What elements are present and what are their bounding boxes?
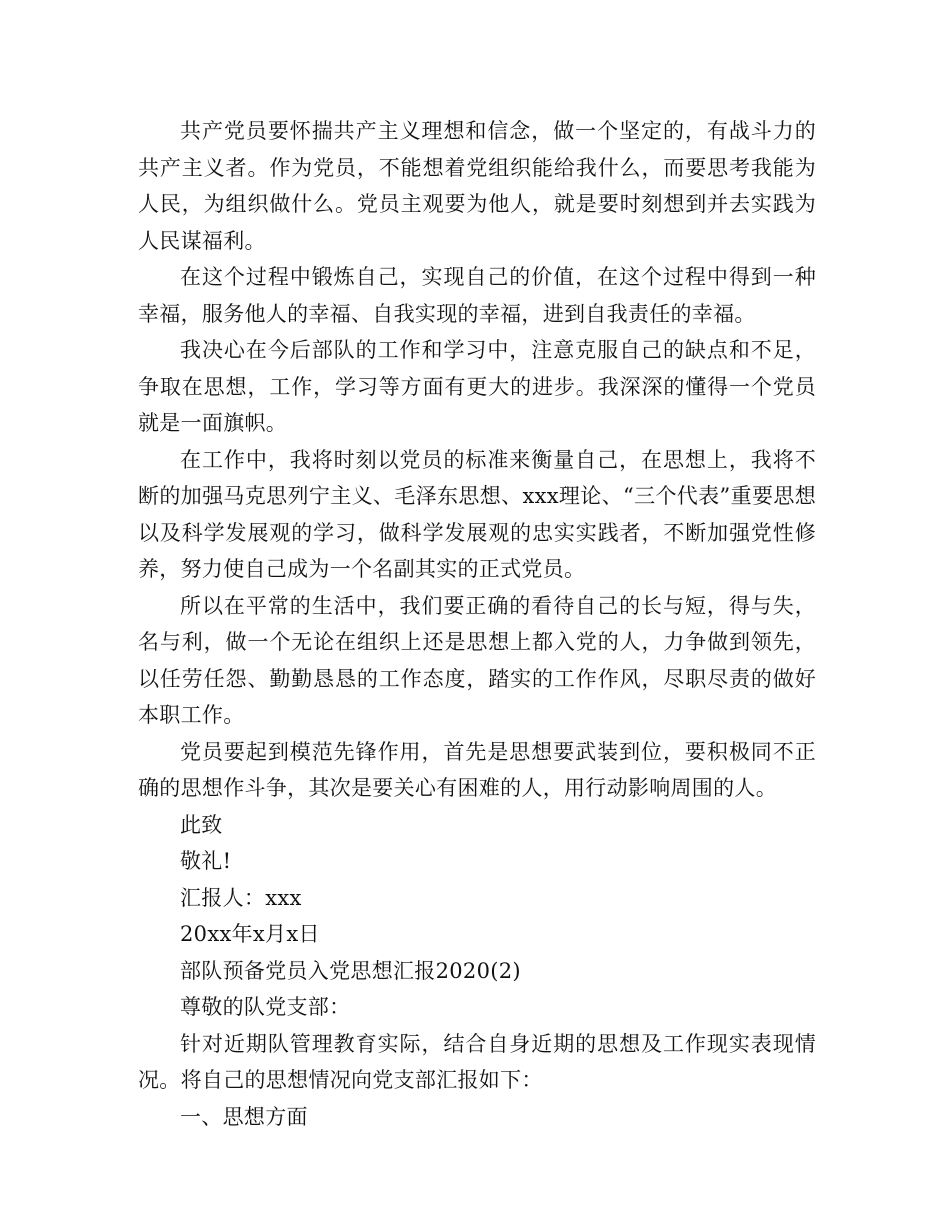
paragraph-ideals: 共产党员要怀揣共产主义理想和信念，做一个坚定的，有战斗力的共产主义者。作为党员，不能想着党组织能给我什么，而要思考我能为人民，为组织做什么。党员主观要为他人，就是要时刻想到并去实践为人民谋福利。	[138, 119, 816, 253]
salutation: 敬礼!	[180, 849, 232, 873]
paragraph-work-standards: 在工作中，我将时刻以党员的标准来衡量自己，在思想上，我将不断的加强马克思列宁主义、毛泽东思想、xxx理论、“三个代表”重要思想以及科学发展观的学习，做科学发展观的忠实实践者，不断加强党性修养，努力使自己成为一个名副其实的正式党员。	[138, 447, 816, 581]
paragraph-intro: 针对近期队管理教育实际，结合自身近期的思想及工作现实表现情况。将自己的思想情况向党支部汇报如下：	[138, 1031, 816, 1092]
section-heading: 一、思想方面	[180, 1104, 308, 1129]
reporter-name: 汇报人：xxx	[180, 885, 302, 910]
paragraph-model-role: 党员要起到模范先锋作用，首先是思想要武装到位，要积极同不正确的思想作斗争，其次是要关心有困难的人，用行动影响周围的人。	[138, 739, 816, 800]
paragraph-self-improvement: 在这个过程中锻炼自己，实现自己的价值，在这个过程中得到一种幸福，服务他人的幸福、自我实现的幸福，进到自我责任的幸福。	[138, 265, 816, 326]
paragraph-determination: 我决心在今后部队的工作和学习中，注意克服自己的缺点和不足，争取在思想，工作，学习等方面有更大的进步。我深深的懂得一个党员就是一面旗帜。	[138, 338, 816, 435]
document-body	[138, 113, 816, 1135]
report-date: 20xx年x月x日	[180, 922, 320, 946]
greeting: 尊敬的队党支部：	[180, 995, 351, 1019]
closing-phrase: 此致	[180, 812, 223, 837]
next-report-title: 部队预备党员入党思想汇报2020(2)	[180, 958, 521, 983]
paragraph-daily-life: 所以在平常的生活中，我们要正确的看待自己的长与短，得与失，名与利，做一个无论在组织上还是思想上都入党的人，力争做到领先，以任劳任怨、勤勤恳恳的工作态度，踏实的工作作风，尽职尽责的做好本职工作。	[138, 593, 816, 727]
